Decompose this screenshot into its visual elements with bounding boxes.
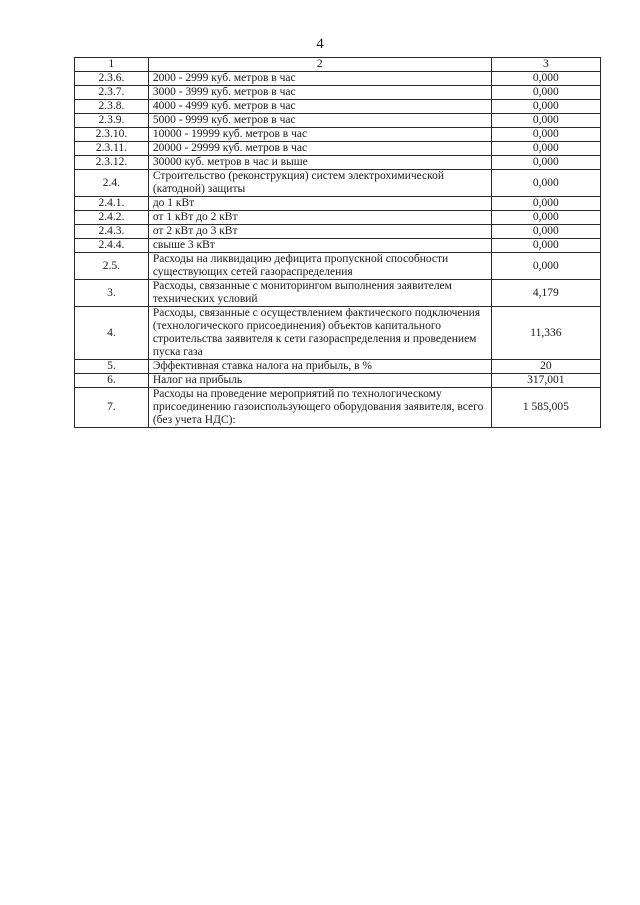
table-row: [75, 156, 601, 170]
row-description: Расходы, связанные с осуществлением фактического подключения (технологического присоединения) объектов капитального строительства заявителя к сети газораспределения и проведением пуска газа: [148, 307, 491, 360]
row-number: 2.4.4.: [75, 239, 149, 253]
table-row: [75, 170, 601, 197]
table-row: [75, 253, 601, 280]
row-number: 2.3.9.: [75, 114, 149, 128]
row-description: Расходы на проведение мероприятий по технологическому присоединению газоиспользующего оборудования заявителя, всего (без учета НДС):: [148, 388, 491, 428]
row-value: 0,000: [491, 156, 600, 170]
row-value: 4,179: [491, 280, 600, 307]
table-header-row: [75, 58, 601, 72]
row-value: 0,000: [491, 86, 600, 100]
page-number: 4: [316, 36, 324, 52]
row-description: 5000 - 9999 куб. метров в час: [148, 114, 491, 128]
table-row: [75, 211, 601, 225]
row-value: 11,336: [491, 307, 600, 360]
row-value: 0,000: [491, 225, 600, 239]
header-cell-3: 3: [491, 58, 600, 72]
table-row: [75, 388, 601, 428]
row-number: 2.3.10.: [75, 128, 149, 142]
row-value: 1 585,005: [491, 388, 600, 428]
table-row: [75, 239, 601, 253]
row-value: 0,000: [491, 72, 600, 86]
row-number: 2.3.7.: [75, 86, 149, 100]
header-cell-2: 2: [148, 58, 491, 72]
row-number: 2.3.6.: [75, 72, 149, 86]
row-description: 20000 - 29999 куб. метров в час: [148, 142, 491, 156]
row-description: до 1 кВт: [148, 197, 491, 211]
row-value: 0,000: [491, 114, 600, 128]
table-row: [75, 142, 601, 156]
row-description: Налог на прибыль: [148, 374, 491, 388]
row-value: 0,000: [491, 128, 600, 142]
table-row: [75, 86, 601, 100]
cost-table: [74, 57, 601, 428]
row-value: 0,000: [491, 211, 600, 225]
row-number: 2.3.11.: [75, 142, 149, 156]
row-description: 2000 - 2999 куб. метров в час: [148, 72, 491, 86]
table-row: [75, 374, 601, 388]
row-number: 2.4.2.: [75, 211, 149, 225]
row-value: 0,000: [491, 100, 600, 114]
row-description: 4000 - 4999 куб. метров в час: [148, 100, 491, 114]
row-number: 2.4.3.: [75, 225, 149, 239]
row-number: 5.: [75, 360, 149, 374]
row-number: 2.5.: [75, 253, 149, 280]
table-row: [75, 360, 601, 374]
row-number: 4.: [75, 307, 149, 360]
row-number: 2.3.12.: [75, 156, 149, 170]
row-description: Расходы на ликвидацию дефицита пропускной способности существующих сетей газораспределения: [148, 253, 491, 280]
row-number: 2.3.8.: [75, 100, 149, 114]
row-value: 317,001: [491, 374, 600, 388]
row-number: 3.: [75, 280, 149, 307]
table-row: [75, 225, 601, 239]
row-description: Эффективная ставка налога на прибыль, в %: [148, 360, 491, 374]
row-value: 0,000: [491, 142, 600, 156]
row-number: 7.: [75, 388, 149, 428]
row-description: от 1 кВт до 2 кВт: [148, 211, 491, 225]
row-number: 2.4.1.: [75, 197, 149, 211]
row-description: от 2 кВт до 3 кВт: [148, 225, 491, 239]
row-value: 0,000: [491, 253, 600, 280]
row-description: Расходы, связанные с мониторингом выполнения заявителем технических условий: [148, 280, 491, 307]
row-value: 0,000: [491, 170, 600, 197]
table-row: [75, 128, 601, 142]
row-number: 6.: [75, 374, 149, 388]
row-number: 2.4.: [75, 170, 149, 197]
cost-table-body: [75, 58, 601, 428]
table-row: [75, 114, 601, 128]
row-value: 0,000: [491, 239, 600, 253]
table-row: [75, 72, 601, 86]
row-description: свыше 3 кВт: [148, 239, 491, 253]
row-description: 30000 куб. метров в час и выше: [148, 156, 491, 170]
row-description: Строительство (реконструкция) систем электрохимической (катодной) защиты: [148, 170, 491, 197]
row-description: 3000 - 3999 куб. метров в час: [148, 86, 491, 100]
row-value: 0,000: [491, 197, 600, 211]
table-row: [75, 280, 601, 307]
row-description: 10000 - 19999 куб. метров в час: [148, 128, 491, 142]
table-row: [75, 197, 601, 211]
row-value: 20: [491, 360, 600, 374]
header-cell-1: 1: [75, 58, 149, 72]
table-row: [75, 100, 601, 114]
table-row: [75, 307, 601, 360]
